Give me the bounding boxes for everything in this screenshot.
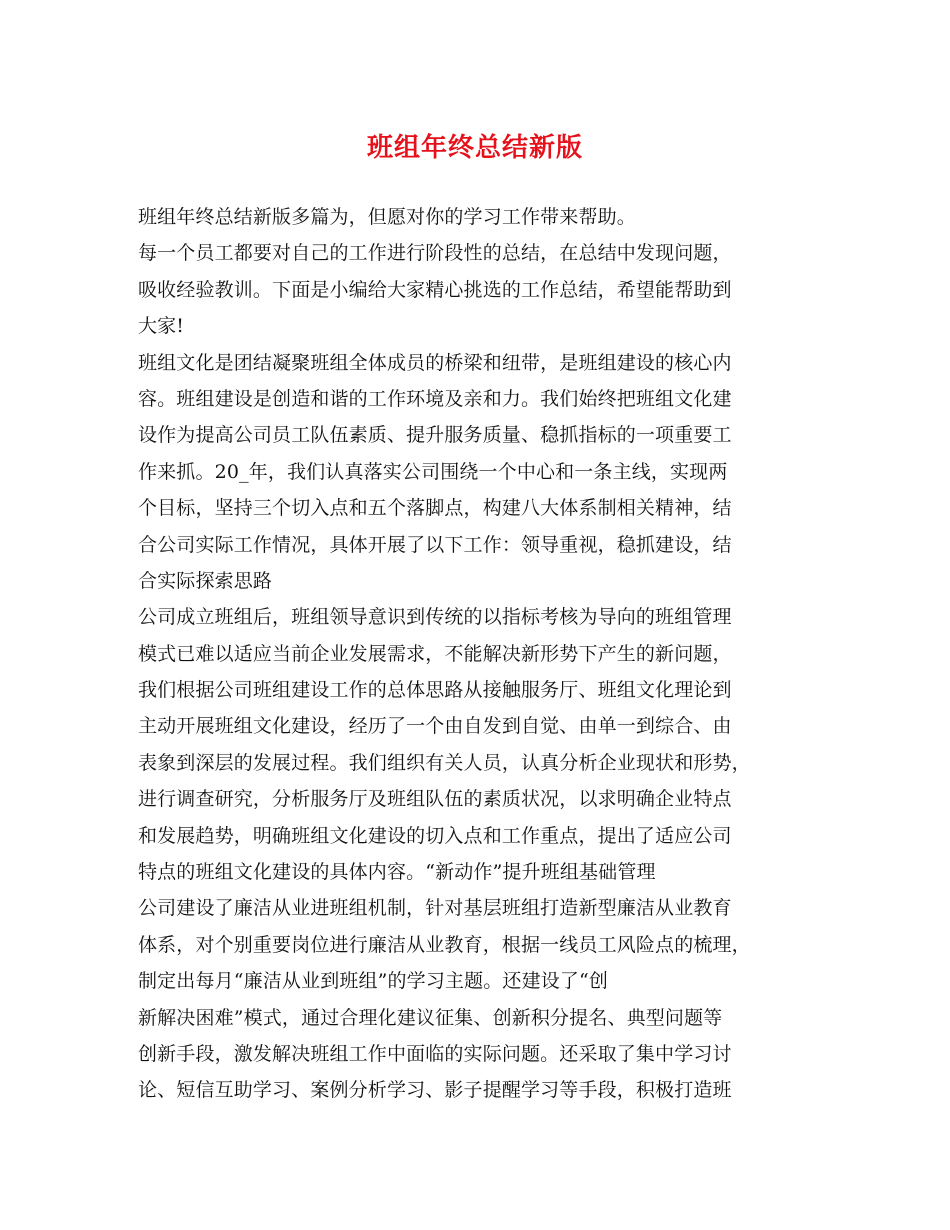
body-line: 论、短信互助学习、案例分析学习、影子提醒学习等手段，积极打造班 — [138, 1079, 732, 1102]
body-line: 合实际探索思路 — [138, 569, 273, 592]
body-line: 合公司实际工作情况，具体开展了以下工作：领导重视，稳抓建设，结 — [138, 533, 732, 556]
document-body — [138, 199, 818, 1109]
body-line: 进行调查研究，分析服务厅及班组队伍的素质状况，以求明确企业特点 — [138, 788, 732, 811]
body-line: 班组文化是团结凝聚班组全体成员的桥梁和纽带，是班组建设的核心内 — [138, 351, 732, 374]
body-line: 表象到深层的发展过程。我们组织有关人员，认真分析企业现状和形势， — [138, 751, 751, 774]
body-line: 公司成立班组后，班组领导意识到传统的以指标考核为导向的班组管理 — [138, 606, 732, 629]
body-line: 模式已难以适应当前企业发展需求，不能解决新形势下产生的新问题， — [138, 642, 732, 665]
body-line: 主动开展班组文化建设，经历了一个由自发到自觉、由单一到综合、由 — [138, 715, 732, 738]
body-line: 设作为提高公司员工队伍素质、提升服务质量、稳抓指标的一项重要工 — [138, 424, 732, 447]
body-line: 特点的班组文化建设的具体内容。“新动作”提升班组基础管理 — [138, 861, 656, 884]
body-line: 每一个员工都要对自己的工作进行阶段性的总结，在总结中发现问题， — [138, 242, 732, 265]
body-line: 作来抓。20_年，我们认真落实公司围绕一个中心和一条主线，实现两 — [138, 460, 728, 483]
body-line: 班组年终总结新版多篇为，但愿对你的学习工作带来帮助。 — [138, 206, 636, 228]
body-line: 新解决困难”模式，通过合理化建议征集、创新积分提名、典型问题等 — [138, 1006, 723, 1029]
body-line: 容。班组建设是创造和谐的工作环境及亲和力。我们始终把班组文化建 — [138, 387, 732, 410]
body-line: 制定出每月“廉洁从业到班组”的学习主题。还建设了“创 — [138, 970, 609, 993]
body-line: 创新手段，激发解决班组工作中面临的实际问题。还采取了集中学习讨 — [138, 1042, 732, 1065]
body-line: 体系，对个别重要岗位进行廉洁从业教育，根据一线员工风险点的梳理， — [138, 933, 751, 956]
body-line: 大家! — [138, 315, 185, 338]
body-line: 公司建设了廉洁从业进班组机制，针对基层班组打造新型廉洁从业教育 — [138, 897, 732, 920]
body-line: 吸收经验教训。下面是小编给大家精心挑选的工作总结，希望能帮助到 — [138, 278, 732, 301]
body-line: 我们根据公司班组建设工作的总体思路从接触服务厅、班组文化理论到 — [138, 679, 732, 702]
body-line: 个目标，坚持三个切入点和五个落脚点，构建八大体系制相关精神，结 — [138, 497, 732, 520]
body-line: 和发展趋势，明确班组文化建设的切入点和工作重点，提出了适应公司 — [138, 824, 732, 847]
document-title: 班组年终总结新版 — [366, 133, 583, 163]
